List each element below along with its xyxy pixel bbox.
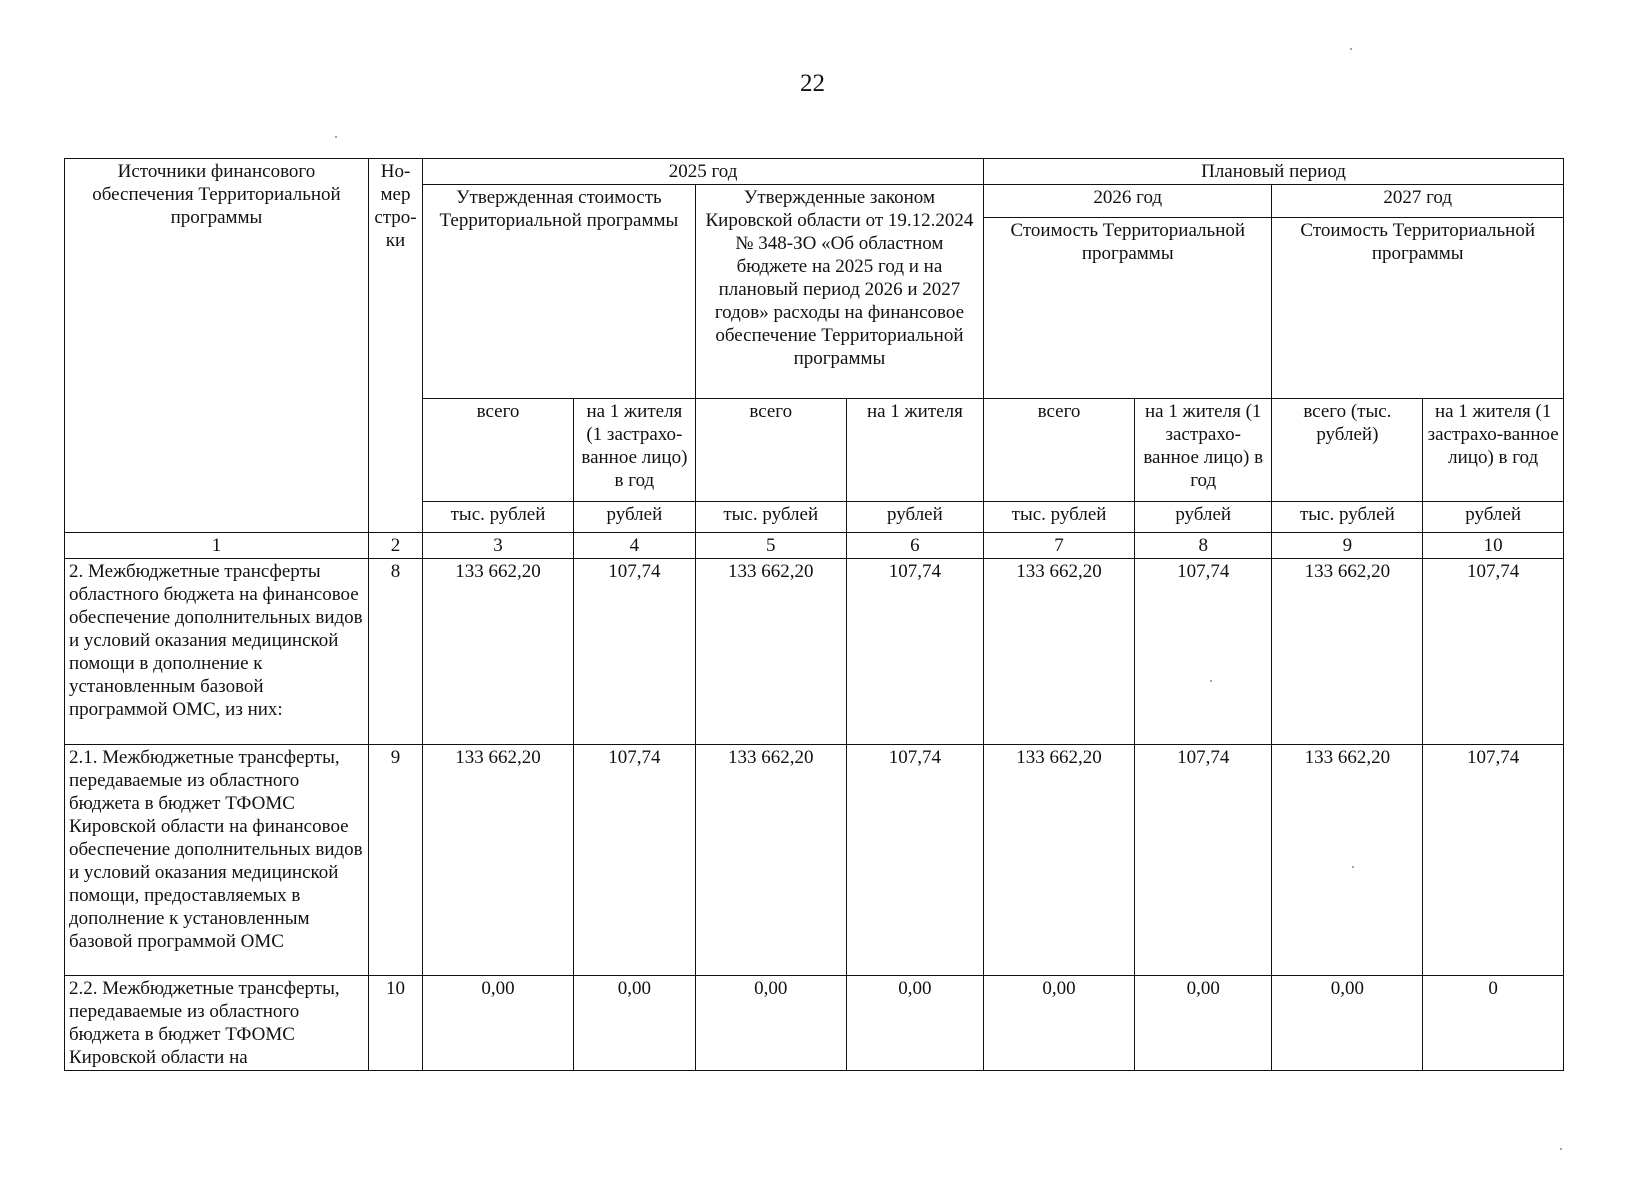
col-number: 3 xyxy=(423,533,574,559)
scan-speck xyxy=(1210,680,1212,682)
header-cost-2027: Стоимость Территориальной программы xyxy=(1272,218,1564,399)
scan-speck xyxy=(1352,866,1354,868)
cell-value: 133 662,20 xyxy=(1272,745,1423,976)
cell-value: 0,00 xyxy=(846,976,983,1071)
unit-c6: рублей xyxy=(846,502,983,533)
page-number: 22 xyxy=(800,70,825,97)
cell-value: 107,74 xyxy=(1423,745,1564,976)
col-number: 7 xyxy=(984,533,1135,559)
row-number: 10 xyxy=(368,976,422,1071)
header-cost-2026: Стоимость Территориальной программы xyxy=(984,218,1272,399)
table-row xyxy=(65,559,1564,745)
header-row-column-numbers xyxy=(65,533,1564,559)
unit-c10: рублей xyxy=(1423,502,1564,533)
header-source: Источники финансового обеспечения Территориальной программы xyxy=(65,159,369,533)
col-number: 5 xyxy=(695,533,846,559)
subheader-c5: всего xyxy=(695,399,846,502)
header-row-number: Но-мер стро-ки xyxy=(368,159,422,533)
unit-c8: рублей xyxy=(1135,502,1272,533)
subheader-c6: на 1 жителя xyxy=(846,399,983,502)
row-label: 2.2. Межбюджетные трансферты, передаваемые из областного бюджета в бюджет ТФОМС Кировской области на xyxy=(65,976,369,1071)
row-label: 2. Межбюджетные трансферты областного бюджета на финансовое обеспечение дополнительных видов и условий оказания медицинской помощи в дополнение к установленным базовой программой ОМС, из них: xyxy=(65,559,369,745)
scan-speck xyxy=(1350,48,1352,50)
cell-value: 107,74 xyxy=(573,559,695,745)
subheader-c3: всего xyxy=(423,399,574,502)
row-number: 9 xyxy=(368,745,422,976)
col-number: 4 xyxy=(573,533,695,559)
unit-c4: рублей xyxy=(573,502,695,533)
subheader-c8: на 1 жителя (1 застрахо-ванное лицо) в год xyxy=(1135,399,1272,502)
row-label: 2.1. Межбюджетные трансферты, передаваемые из областного бюджета в бюджет ТФОМС Кировской области на финансовое обеспечение дополнительных видов и условий оказания медицинской помощи, предоставляемых в дополнение к установленным базовой программой ОМС xyxy=(65,745,369,976)
cell-value: 107,74 xyxy=(1423,559,1564,745)
unit-c3: тыс. рублей xyxy=(423,502,574,533)
subheader-c9: всего (тыс. рублей) xyxy=(1272,399,1423,502)
header-year-2025: 2025 год xyxy=(423,159,984,185)
cell-value: 107,74 xyxy=(846,559,983,745)
cell-value: 0,00 xyxy=(1135,976,1272,1071)
table-row xyxy=(65,745,1564,976)
cell-value: 107,74 xyxy=(573,745,695,976)
cell-value: 133 662,20 xyxy=(984,745,1135,976)
unit-c9: тыс. рублей xyxy=(1272,502,1423,533)
col-number: 6 xyxy=(846,533,983,559)
cell-value: 0,00 xyxy=(1272,976,1423,1071)
cell-value: 133 662,20 xyxy=(423,559,574,745)
header-year-2027: 2027 год xyxy=(1272,185,1564,218)
header-approved-law: Утвержденные законом Кировской области от 19.12.2024 № 348-ЗО «Об областном бюджете на 2025 год и на плановый период 2026 и 2027 годов» расходы на финансовое обеспечение Территориальной программы xyxy=(695,185,983,399)
unit-c5: тыс. рублей xyxy=(695,502,846,533)
header-row-top xyxy=(65,159,1564,185)
header-approved-cost: Утвержденная стоимость Территориальной программы xyxy=(423,185,696,399)
cell-value: 0,00 xyxy=(984,976,1135,1071)
cell-value: 107,74 xyxy=(846,745,983,976)
cell-value: 0,00 xyxy=(573,976,695,1071)
col-number: 2 xyxy=(368,533,422,559)
row-number: 8 xyxy=(368,559,422,745)
financing-table xyxy=(64,158,1564,1071)
subheader-c10: на 1 жителя (1 застрахо-ванное лицо) в год xyxy=(1423,399,1564,502)
cell-value: 133 662,20 xyxy=(695,559,846,745)
col-number: 10 xyxy=(1423,533,1564,559)
subheader-c4: на 1 жителя (1 застрахо-ванное лицо) в год xyxy=(573,399,695,502)
cell-value: 133 662,20 xyxy=(984,559,1135,745)
cell-value: 133 662,20 xyxy=(1272,559,1423,745)
cell-value: 0,00 xyxy=(695,976,846,1071)
col-number: 9 xyxy=(1272,533,1423,559)
scan-speck xyxy=(335,136,337,138)
scan-speck xyxy=(1560,1148,1562,1150)
subheader-c7: всего xyxy=(984,399,1135,502)
cell-value: 0 xyxy=(1423,976,1564,1071)
header-planned-period: Плановый период xyxy=(984,159,1564,185)
cell-value: 107,74 xyxy=(1135,559,1272,745)
cell-value: 133 662,20 xyxy=(423,745,574,976)
header-year-2026: 2026 год xyxy=(984,185,1272,218)
cell-value: 107,74 xyxy=(1135,745,1272,976)
col-number: 8 xyxy=(1135,533,1272,559)
col-number: 1 xyxy=(65,533,369,559)
cell-value: 133 662,20 xyxy=(695,745,846,976)
cell-value: 0,00 xyxy=(423,976,574,1071)
unit-c7: тыс. рублей xyxy=(984,502,1135,533)
table-row xyxy=(65,976,1564,1071)
